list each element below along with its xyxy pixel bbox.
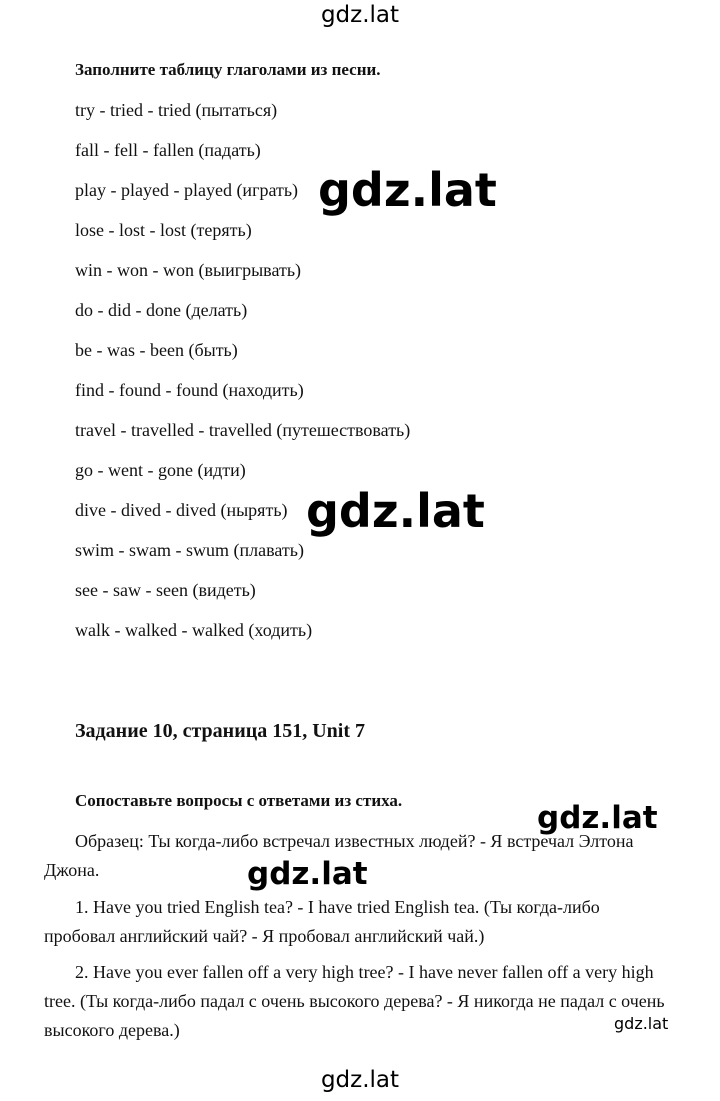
- example-paragraph: Образец: Ты когда-либо встречал известных людей? - Я встречал Элтона Джона.: [44, 831, 634, 880]
- verb-row: fall - fell - fallen (падать): [75, 140, 261, 160]
- verb-row: win - won - won (выигрывать): [75, 260, 302, 280]
- verb-row: do - did - done (делать): [75, 300, 248, 320]
- watermark-top: gdz.lat: [320, 2, 400, 28]
- watermark-medium: gdz.lat: [537, 800, 658, 836]
- verb-row: try - tried - tried (пытаться): [75, 100, 278, 120]
- watermark-bottom: gdz.lat: [320, 1067, 400, 1093]
- verb-row: dive - dived - dived (нырять): [75, 500, 288, 520]
- verb-row: see - saw - seen (видеть): [75, 580, 256, 600]
- verb-row: go - went - gone (идти): [75, 460, 246, 480]
- table-heading: Заполните таблицу глаголами из песни.: [75, 60, 381, 79]
- watermark-large: gdz.lat: [318, 163, 497, 217]
- verb-row: swim - swam - swum (плавать): [75, 540, 304, 560]
- verb-row: be - was - been (быть): [75, 340, 238, 360]
- verb-row: play - played - played (играть): [75, 180, 299, 200]
- verb-row: find - found - found (находить): [75, 380, 304, 400]
- task-heading: Сопоставьте вопросы с ответами из стиха.: [75, 791, 403, 810]
- answer-paragraph: 1. Have you tried English tea? - I have tried English tea. (Ты когда-либо пробовал английский чай? - Я пробовал английский чай.): [44, 897, 600, 946]
- verb-row: travel - travelled - travelled (путешествовать): [75, 420, 411, 440]
- verb-row: walk - walked - walked (ходить): [75, 620, 313, 640]
- watermark-large: gdz.lat: [306, 484, 485, 538]
- task-title: Задание 10, страница 151, Unit 7: [75, 720, 366, 742]
- verb-row: lose - lost - lost (терять): [75, 220, 252, 240]
- watermark-medium: gdz.lat: [247, 856, 368, 892]
- answer-paragraph: 2. Have you ever fallen off a very high tree? - I have never fallen off a very high tree. (Ты когда-либо падал с очень высокого дерева? - Я никогда не падал с очень высокого дерева.): [44, 962, 665, 1040]
- watermark-small: gdz.lat: [614, 1014, 669, 1033]
